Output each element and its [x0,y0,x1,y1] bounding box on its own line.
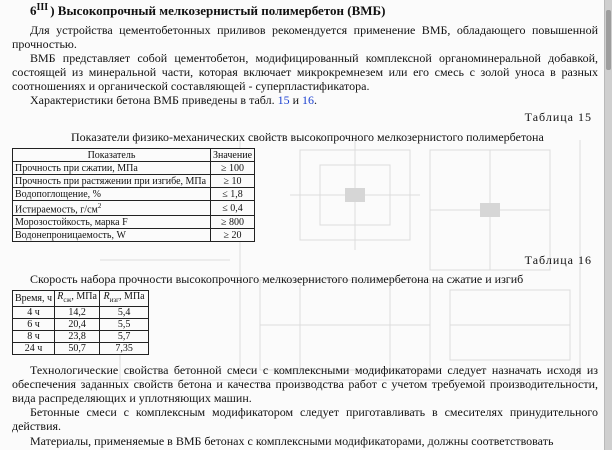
table-15-link[interactable]: 15 [277,93,290,107]
table-row [13,201,255,216]
table-row [13,188,255,201]
paragraph-3-end: . [314,93,318,107]
r-unit: , МПа [71,291,97,302]
vertical-scrollbar[interactable] [604,0,612,450]
table-row [13,162,255,175]
table-row [13,216,255,229]
table-16-label: Таблица 16 [524,253,592,267]
table-row [13,319,149,331]
table-15 [12,148,255,242]
cell-value: ≤ 0,4 [211,201,255,216]
cell-value: ≥ 20 [211,229,255,242]
paragraph-2: ВМБ представляет собой цементобетон, модифицированный комплексной органоминеральной добавкой, состоящей из минеральной части, которая включает микрокремнезем или его смесь с золой уноса в разных соотношениях и органической составляющей - суперпластификатора. [12,51,598,93]
paragraph-6: Материалы, применяемые в ВМБ бетонах с комплексными модификаторами, должны соответствовать [30,434,554,448]
paragraph-3-text: Характеристики бетона ВМБ приведены в табл. [30,93,278,107]
scrollbar-thumb[interactable] [606,10,611,70]
cell-compression: 20,4 [55,319,100,331]
cell-compression: 23,8 [55,331,100,343]
cell-indicator [13,201,211,216]
cell-indicator: Морозостойкость, марка F [13,216,211,229]
column-header: Значение [211,149,255,162]
r-symbol: R [57,291,64,302]
table-15-label: Таблица 15 [524,110,592,124]
table-row [13,331,149,343]
cell-indicator: Прочность при сжатии, МПа [13,162,211,175]
section-number-suffix: III [36,2,49,13]
section-number: 6 [30,3,37,18]
table-header-row [13,149,255,162]
cell-value: ≤ 1,8 [211,188,255,201]
cell-bending: 5,5 [100,319,149,331]
table-16-caption: Скорость набора прочности высокопрочного мелкозернистого полимербетона на сжатие и изгиб [30,272,524,286]
paragraph-3-conj: и [289,93,303,107]
paragraph-3 [12,93,598,107]
cell-indicator: Водонепроницаемость, W [13,229,211,242]
paragraph-4: Технологические свойства бетонной смеси с комплексными модификаторами следует назначать исходя из обеспечения заданных свойств бетона и качества производства работ с учетом требуемой производительности, вида распределяющих и уплотняющих машин. [12,363,598,405]
column-header-bending [100,291,149,307]
table-row [13,175,255,188]
paragraph-1: Для устройства цементобетонных приливов рекомендуется применение ВМБ, обладающего повышенной прочностью. [12,23,598,51]
cell-indicator: Водопоглощение, % [13,188,211,201]
cell-time: 8 ч [13,331,55,343]
r-subscript: изг [109,296,120,304]
cell-bending: 7,35 [100,343,149,355]
column-header-time: Время, ч [13,291,55,307]
table-16-link[interactable]: 16 [302,93,315,107]
cell-bending: 5,7 [100,331,149,343]
cell-value: ≥ 800 [211,216,255,229]
cell-time: 6 ч [13,319,55,331]
section-title: ) Высокопрочный мелкозернистый полимербетон (ВМБ) [50,3,386,18]
table-row [13,343,149,355]
cell-indicator: Прочность при растяжении при изгибе, МПа [13,175,211,188]
cell-time: 4 ч [13,307,55,319]
r-subscript: сж [63,296,72,304]
table-row [13,229,255,242]
column-header: Показатель [13,149,211,162]
paragraph-5: Бетонные смеси с комплексным модификатором следует приготавливать в смесителях принудительного действия. [12,405,598,433]
cell-value: ≥ 100 [211,162,255,175]
r-symbol: R [103,291,110,302]
cell-compression: 14,2 [55,307,100,319]
cell-value: ≥ 10 [211,175,255,188]
r-unit: , МПа [119,291,145,302]
cell-compression: 50,7 [55,343,100,355]
table-16 [12,290,149,355]
indicator-text: Истираемость, г/см [15,204,98,216]
cell-bending: 5,4 [100,307,149,319]
cell-time: 24 ч [13,343,55,355]
indicator-sup: 2 [97,202,102,210]
section-heading [30,3,385,19]
table-header-row [13,291,149,307]
table-row [13,307,149,319]
table-15-caption: Показатели физико-механических свойств высокопрочного мелкозернистого полимербетона [71,130,544,144]
column-header-compression [55,291,100,307]
